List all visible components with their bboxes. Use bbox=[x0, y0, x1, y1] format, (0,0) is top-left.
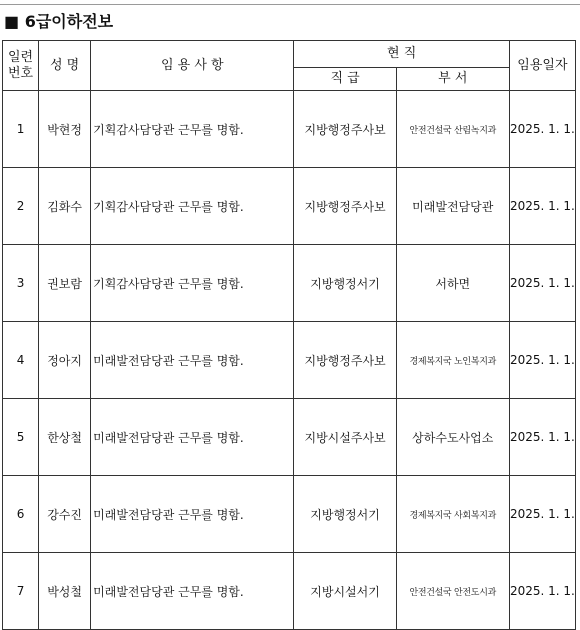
header-rank: 직 급 bbox=[294, 68, 396, 91]
cell-date: 2025. 1. 1. bbox=[509, 399, 575, 476]
cell-name: 권보람 bbox=[39, 245, 91, 322]
cell-date: 2025. 1. 1. bbox=[509, 476, 575, 553]
cell-rank: 지방시설서기 bbox=[294, 553, 396, 630]
cell-appointment: 기획감사담당관 근무를 명함. bbox=[91, 168, 294, 245]
cell-date: 2025. 1. 1. bbox=[509, 168, 575, 245]
header-current-position: 현 직 bbox=[294, 41, 509, 68]
cell-date: 2025. 1. 1. bbox=[509, 245, 575, 322]
cell-appointment: 미래발전담당관 근무를 명함. bbox=[91, 476, 294, 553]
cell-rank: 지방행정주사보 bbox=[294, 91, 396, 168]
personnel-transfer-table bbox=[2, 40, 576, 630]
cell-department: 경제복지국 사회복지과 bbox=[396, 476, 509, 553]
table-row bbox=[3, 476, 576, 553]
cell-rank: 지방행정서기 bbox=[294, 476, 396, 553]
cell-name: 강수진 bbox=[39, 476, 91, 553]
cell-no: 5 bbox=[3, 399, 39, 476]
cell-no: 2 bbox=[3, 168, 39, 245]
cell-date: 2025. 1. 1. bbox=[509, 322, 575, 399]
cell-no: 6 bbox=[3, 476, 39, 553]
cell-appointment: 미래발전담당관 근무를 명함. bbox=[91, 399, 294, 476]
cell-rank: 지방행정서기 bbox=[294, 245, 396, 322]
table-row bbox=[3, 322, 576, 399]
table-row bbox=[3, 91, 576, 168]
cell-rank: 지방행정주사보 bbox=[294, 322, 396, 399]
cell-name: 박성철 bbox=[39, 553, 91, 630]
cell-department: 안전건설국 안전도시과 bbox=[396, 553, 509, 630]
table-row bbox=[3, 399, 576, 476]
table-row bbox=[3, 245, 576, 322]
cell-appointment: 미래발전담당관 근무를 명함. bbox=[91, 553, 294, 630]
cell-department: 안전건설국 산림녹지과 bbox=[396, 91, 509, 168]
cell-no: 7 bbox=[3, 553, 39, 630]
cell-name: 박현정 bbox=[39, 91, 91, 168]
cell-appointment: 기획감사담당관 근무를 명함. bbox=[91, 245, 294, 322]
header-serial-number bbox=[3, 41, 39, 91]
cell-no: 3 bbox=[3, 245, 39, 322]
table-row bbox=[3, 553, 576, 630]
cell-rank: 지방행정주사보 bbox=[294, 168, 396, 245]
table-row bbox=[3, 168, 576, 245]
top-divider-line bbox=[0, 0, 580, 5]
cell-department: 미래발전담당관 bbox=[396, 168, 509, 245]
cell-department: 상하수도사업소 bbox=[396, 399, 509, 476]
section-title: ■ 6급이하전보 bbox=[4, 12, 114, 31]
header-name: 성 명 bbox=[39, 41, 91, 91]
cell-date: 2025. 1. 1. bbox=[509, 91, 575, 168]
cell-appointment: 기획감사담당관 근무를 명함. bbox=[91, 91, 294, 168]
cell-date: 2025. 1. 1. bbox=[509, 553, 575, 630]
cell-name: 정아지 bbox=[39, 322, 91, 399]
cell-department: 서하면 bbox=[396, 245, 509, 322]
header-department: 부 서 bbox=[396, 68, 509, 91]
cell-rank: 지방시설주사보 bbox=[294, 399, 396, 476]
header-appointment: 임 용 사 항 bbox=[91, 41, 294, 91]
cell-name: 한상철 bbox=[39, 399, 91, 476]
header-appointment-date: 임용일자 bbox=[509, 41, 575, 91]
header-serial-number-label: 일련 번호 bbox=[7, 49, 34, 81]
cell-appointment: 미래발전담당관 근무를 명함. bbox=[91, 322, 294, 399]
cell-no: 4 bbox=[3, 322, 39, 399]
cell-no: 1 bbox=[3, 91, 39, 168]
cell-name: 김화수 bbox=[39, 168, 91, 245]
cell-department: 경제복지국 노인복지과 bbox=[396, 322, 509, 399]
